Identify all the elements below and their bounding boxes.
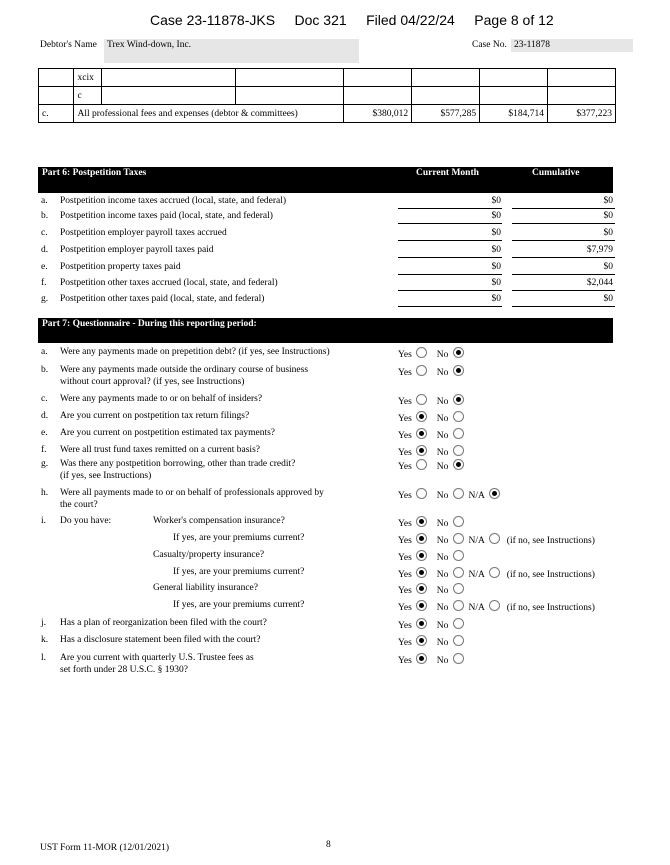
- yes-label: Yes: [398, 536, 412, 546]
- current-underline: [398, 290, 502, 291]
- see-instructions: (if no, see Instructions): [506, 570, 595, 580]
- no-radio[interactable]: [453, 618, 464, 629]
- part6-current-value: $0: [491, 294, 501, 304]
- see-instructions: (if no, see Instructions): [506, 603, 595, 613]
- current-month-header: Current Month: [416, 168, 479, 178]
- na-radio[interactable]: [489, 488, 500, 499]
- na-radio[interactable]: [489, 600, 500, 611]
- total-value-4: $377,223: [548, 105, 616, 123]
- no-label: No: [436, 462, 449, 472]
- yes-label: Yes: [398, 448, 412, 458]
- cumulative-underline: [512, 306, 615, 307]
- yes-label: Yes: [398, 350, 412, 360]
- answer-group-e: [398, 428, 464, 441]
- part6-row-label: Postpetition employer payroll taxes accrued: [60, 228, 227, 238]
- total-label: All professional fees and expenses (debtor & committees): [74, 105, 344, 123]
- row-letter: c.: [39, 105, 74, 123]
- no-label: No: [436, 368, 449, 378]
- q-i-wc: Worker's compensation insurance?: [153, 516, 285, 526]
- q-a-text: Were any payments made on prepetition debt? (if yes, see Instructions): [60, 347, 330, 357]
- yes-label: Yes: [398, 603, 412, 613]
- part7-header: [38, 318, 613, 343]
- q-d-letter: d.: [41, 411, 49, 421]
- total-row: [39, 105, 616, 123]
- yes-radio[interactable]: [416, 653, 427, 664]
- no-label: No: [436, 519, 449, 529]
- no-radio[interactable]: [453, 516, 464, 527]
- no-radio[interactable]: [453, 365, 464, 376]
- q-i-gl-current: If yes, are your premiums current?: [173, 600, 305, 610]
- no-radio[interactable]: [453, 488, 464, 499]
- yes-radio[interactable]: [416, 516, 427, 527]
- answer-group-g: [398, 459, 464, 472]
- current-underline: [398, 274, 502, 275]
- cumulative-underline: [512, 240, 615, 241]
- no-radio[interactable]: [453, 550, 464, 561]
- no-radio[interactable]: [453, 583, 464, 594]
- na-label: N/A: [468, 603, 485, 613]
- answer-group-h: [398, 488, 500, 501]
- q-b-text2: without court approval? (if yes, see Instructions): [60, 377, 245, 387]
- part6-cumulative-value: $0: [603, 294, 613, 304]
- q-l-text2: set forth under 28 U.S.C. § 1930?: [60, 665, 188, 675]
- page-number: 8: [326, 840, 331, 850]
- part6-row-label: Postpetition property taxes paid: [60, 262, 181, 272]
- na-label: N/A: [468, 491, 485, 501]
- q-c-letter: c.: [41, 394, 48, 404]
- yes-radio[interactable]: [416, 488, 427, 499]
- q-c-text: Were any payments made to or on behalf of insiders?: [60, 394, 263, 404]
- answer-group-f: [398, 445, 464, 458]
- yes-radio[interactable]: [416, 635, 427, 646]
- part6-cumulative-value: $0: [603, 196, 613, 206]
- q-k-text: Has a disclosure statement been filed with the court?: [60, 635, 261, 645]
- na-radio[interactable]: [489, 533, 500, 544]
- part6-row-label: Postpetition income taxes accrued (local, state, and federal): [60, 196, 287, 206]
- q-g-text2: (if yes, see Instructions): [60, 471, 152, 481]
- part6-current-value: $0: [491, 278, 501, 288]
- see-instructions: (if no, see Instructions): [506, 536, 595, 546]
- debtor-name-value: Trex Wind-down, Inc.: [107, 40, 192, 50]
- part6-row-letter: e.: [41, 262, 48, 272]
- yes-label: Yes: [398, 586, 412, 596]
- part6-title: Part 6: Postpetition Taxes: [42, 168, 147, 178]
- yes-radio[interactable]: [416, 459, 427, 470]
- part6-row-letter: a.: [41, 196, 48, 206]
- part6-row-label: Postpetition income taxes paid (local, state, and federal): [60, 211, 273, 221]
- yes-label: Yes: [398, 638, 412, 648]
- no-label: No: [436, 638, 449, 648]
- q-f-letter: f.: [41, 445, 47, 455]
- yes-radio[interactable]: [416, 567, 427, 578]
- q-i-wc-current: If yes, are your premiums current?: [173, 533, 305, 543]
- doc-number: Doc 321: [294, 12, 347, 28]
- current-underline: [398, 240, 502, 241]
- yes-label: Yes: [398, 397, 412, 407]
- no-radio[interactable]: [453, 445, 464, 456]
- part6-header: [38, 167, 613, 193]
- no-label: No: [436, 431, 449, 441]
- answer-group-b: [398, 365, 464, 378]
- q-h-text2: the court?: [60, 500, 98, 510]
- answer-group-c: [398, 394, 464, 407]
- answer-group-a: [398, 347, 464, 360]
- yes-label: Yes: [398, 519, 412, 529]
- no-radio[interactable]: [453, 411, 464, 422]
- no-label: No: [436, 448, 449, 458]
- q-d-text: Are you current on postpetition tax return filings?: [60, 411, 250, 421]
- q-b-letter: b.: [41, 365, 49, 375]
- total-value-2: $577,285: [412, 105, 480, 123]
- yes-radio[interactable]: [416, 618, 427, 629]
- yes-label: Yes: [398, 462, 412, 472]
- part7-title: Part 7: Questionnaire - During this reporting period:: [42, 319, 257, 329]
- q-l-text: Are you current with quarterly U.S. Trustee fees as: [60, 653, 254, 663]
- answer-group-i-wc: [398, 516, 464, 529]
- no-radio[interactable]: [453, 653, 464, 664]
- no-radio[interactable]: [453, 459, 464, 470]
- part6-row-label: Postpetition other taxes accrued (local, state, and federal): [60, 278, 278, 288]
- answer-group-i-gl-cur: [398, 600, 595, 613]
- no-radio[interactable]: [453, 567, 464, 578]
- answer-group-i-gl: [398, 583, 464, 596]
- no-radio[interactable]: [453, 394, 464, 405]
- yes-label: Yes: [398, 656, 412, 666]
- yes-label: Yes: [398, 491, 412, 501]
- part6-row-letter: g.: [41, 294, 49, 304]
- no-label: No: [436, 570, 449, 580]
- q-i-cas: Casualty/property insurance?: [153, 550, 265, 560]
- current-underline: [398, 257, 502, 258]
- part6-row-letter: c.: [41, 228, 48, 238]
- cumulative-underline: [512, 223, 615, 224]
- yes-radio[interactable]: [416, 428, 427, 439]
- q-j-text: Has a plan of reorganization been filed with the court?: [60, 618, 267, 628]
- yes-radio[interactable]: [416, 533, 427, 544]
- q-i-gl: General liability insurance?: [153, 583, 258, 593]
- no-label: No: [436, 656, 449, 666]
- part6-cumulative-value: $2,044: [586, 278, 613, 288]
- q-a-letter: a.: [41, 347, 48, 357]
- cumulative-underline: [512, 290, 615, 291]
- na-label: N/A: [468, 570, 485, 580]
- table-row: [39, 69, 616, 87]
- yes-label: Yes: [398, 570, 412, 580]
- q-h-text: Were all payments made to or on behalf of professionals approved by: [60, 488, 324, 498]
- part6-cumulative-value: $0: [603, 211, 613, 221]
- q-l-letter: l.: [41, 653, 47, 663]
- answer-group-i-cas-cur: [398, 567, 595, 580]
- yes-radio[interactable]: [416, 445, 427, 456]
- q-i-letter: i.: [41, 516, 47, 526]
- part6-row-label: Postpetition employer payroll taxes paid: [60, 245, 214, 255]
- part6-current-value: $0: [491, 196, 501, 206]
- q-g-letter: g.: [41, 459, 49, 469]
- professional-fees-table: [38, 68, 616, 123]
- part6-row-letter: b.: [41, 211, 49, 221]
- no-label: No: [436, 536, 449, 546]
- yes-radio[interactable]: [416, 394, 427, 405]
- yes-radio[interactable]: [416, 600, 427, 611]
- q-j-letter: j.: [41, 618, 47, 628]
- page-number-header: Page 8 of 12: [474, 12, 554, 28]
- answer-group-l: [398, 653, 464, 666]
- q-h-letter: h.: [41, 488, 49, 498]
- part6-row-letter: d.: [41, 245, 49, 255]
- no-label: No: [436, 491, 449, 501]
- total-value-1: $380,012: [344, 105, 412, 123]
- cumulative-underline: [512, 257, 615, 258]
- cumulative-underline: [512, 274, 615, 275]
- filed-date: Filed 04/22/24: [366, 12, 455, 28]
- q-i-cas-current: If yes, are your premiums current?: [173, 567, 305, 577]
- case-number-label: Case No.: [472, 40, 507, 50]
- no-radio[interactable]: [453, 600, 464, 611]
- part6-row-label: Postpetition other taxes paid (local, state, and federal): [60, 294, 265, 304]
- page-header: [150, 12, 554, 28]
- answer-group-k: [398, 635, 464, 648]
- current-underline: [398, 306, 502, 307]
- case-number-header: Case 23-11878-JKS: [150, 12, 276, 28]
- form-id: UST Form 11-MOR (12/01/2021): [40, 843, 170, 853]
- part6-current-value: $0: [491, 262, 501, 272]
- yes-label: Yes: [398, 431, 412, 441]
- answer-group-i-cas: [398, 550, 464, 563]
- yes-radio[interactable]: [416, 347, 427, 358]
- q-e-letter: e.: [41, 428, 48, 438]
- yes-radio[interactable]: [416, 550, 427, 561]
- table-row: [39, 87, 616, 105]
- answer-group-j: [398, 618, 464, 631]
- yes-radio[interactable]: [416, 365, 427, 376]
- q-g-text: Was there any postpetition borrowing, other than trade credit?: [60, 459, 296, 469]
- case-number-value: 23-11878: [514, 40, 551, 50]
- no-label: No: [436, 414, 449, 424]
- row-number: xcix: [74, 69, 101, 87]
- no-radio[interactable]: [453, 428, 464, 439]
- q-k-letter: k.: [41, 635, 49, 645]
- part6-row-letter: f.: [41, 278, 47, 288]
- no-radio[interactable]: [453, 635, 464, 646]
- part6-cumulative-value: $7,979: [586, 245, 613, 255]
- part6-cumulative-value: $0: [603, 262, 613, 272]
- no-label: No: [436, 586, 449, 596]
- q-i-text: Do you have:: [60, 516, 112, 526]
- no-label: No: [436, 397, 449, 407]
- answer-group-i-wc-cur: [398, 533, 595, 546]
- yes-label: Yes: [398, 414, 412, 424]
- part6-current-value: $0: [491, 228, 501, 238]
- na-label: N/A: [468, 536, 485, 546]
- cumulative-underline: [512, 208, 615, 209]
- total-value-3: $184,714: [480, 105, 548, 123]
- current-underline: [398, 208, 502, 209]
- no-label: No: [436, 553, 449, 563]
- cumulative-header: Cumulative: [532, 168, 580, 178]
- q-b-text: Were any payments made outside the ordinary course of business: [60, 365, 309, 375]
- part6-current-value: $0: [491, 245, 501, 255]
- yes-label: Yes: [398, 553, 412, 563]
- na-radio[interactable]: [489, 567, 500, 578]
- no-label: No: [436, 603, 449, 613]
- no-radio[interactable]: [453, 347, 464, 358]
- answer-group-d: [398, 411, 464, 424]
- current-underline: [398, 223, 502, 224]
- yes-label: Yes: [398, 368, 412, 378]
- yes-radio[interactable]: [416, 583, 427, 594]
- q-e-text: Are you current on postpetition estimated tax payments?: [60, 428, 276, 438]
- no-label: No: [436, 621, 449, 631]
- part6-current-value: $0: [491, 211, 501, 221]
- no-label: No: [436, 350, 449, 360]
- no-radio[interactable]: [453, 533, 464, 544]
- yes-label: Yes: [398, 621, 412, 631]
- yes-radio[interactable]: [416, 411, 427, 422]
- q-f-text: Were all trust fund taxes remitted on a current basis?: [60, 445, 260, 455]
- part6-cumulative-value: $0: [603, 228, 613, 238]
- debtor-name-label: Debtor's Name: [40, 40, 97, 50]
- row-number: c: [74, 87, 101, 105]
